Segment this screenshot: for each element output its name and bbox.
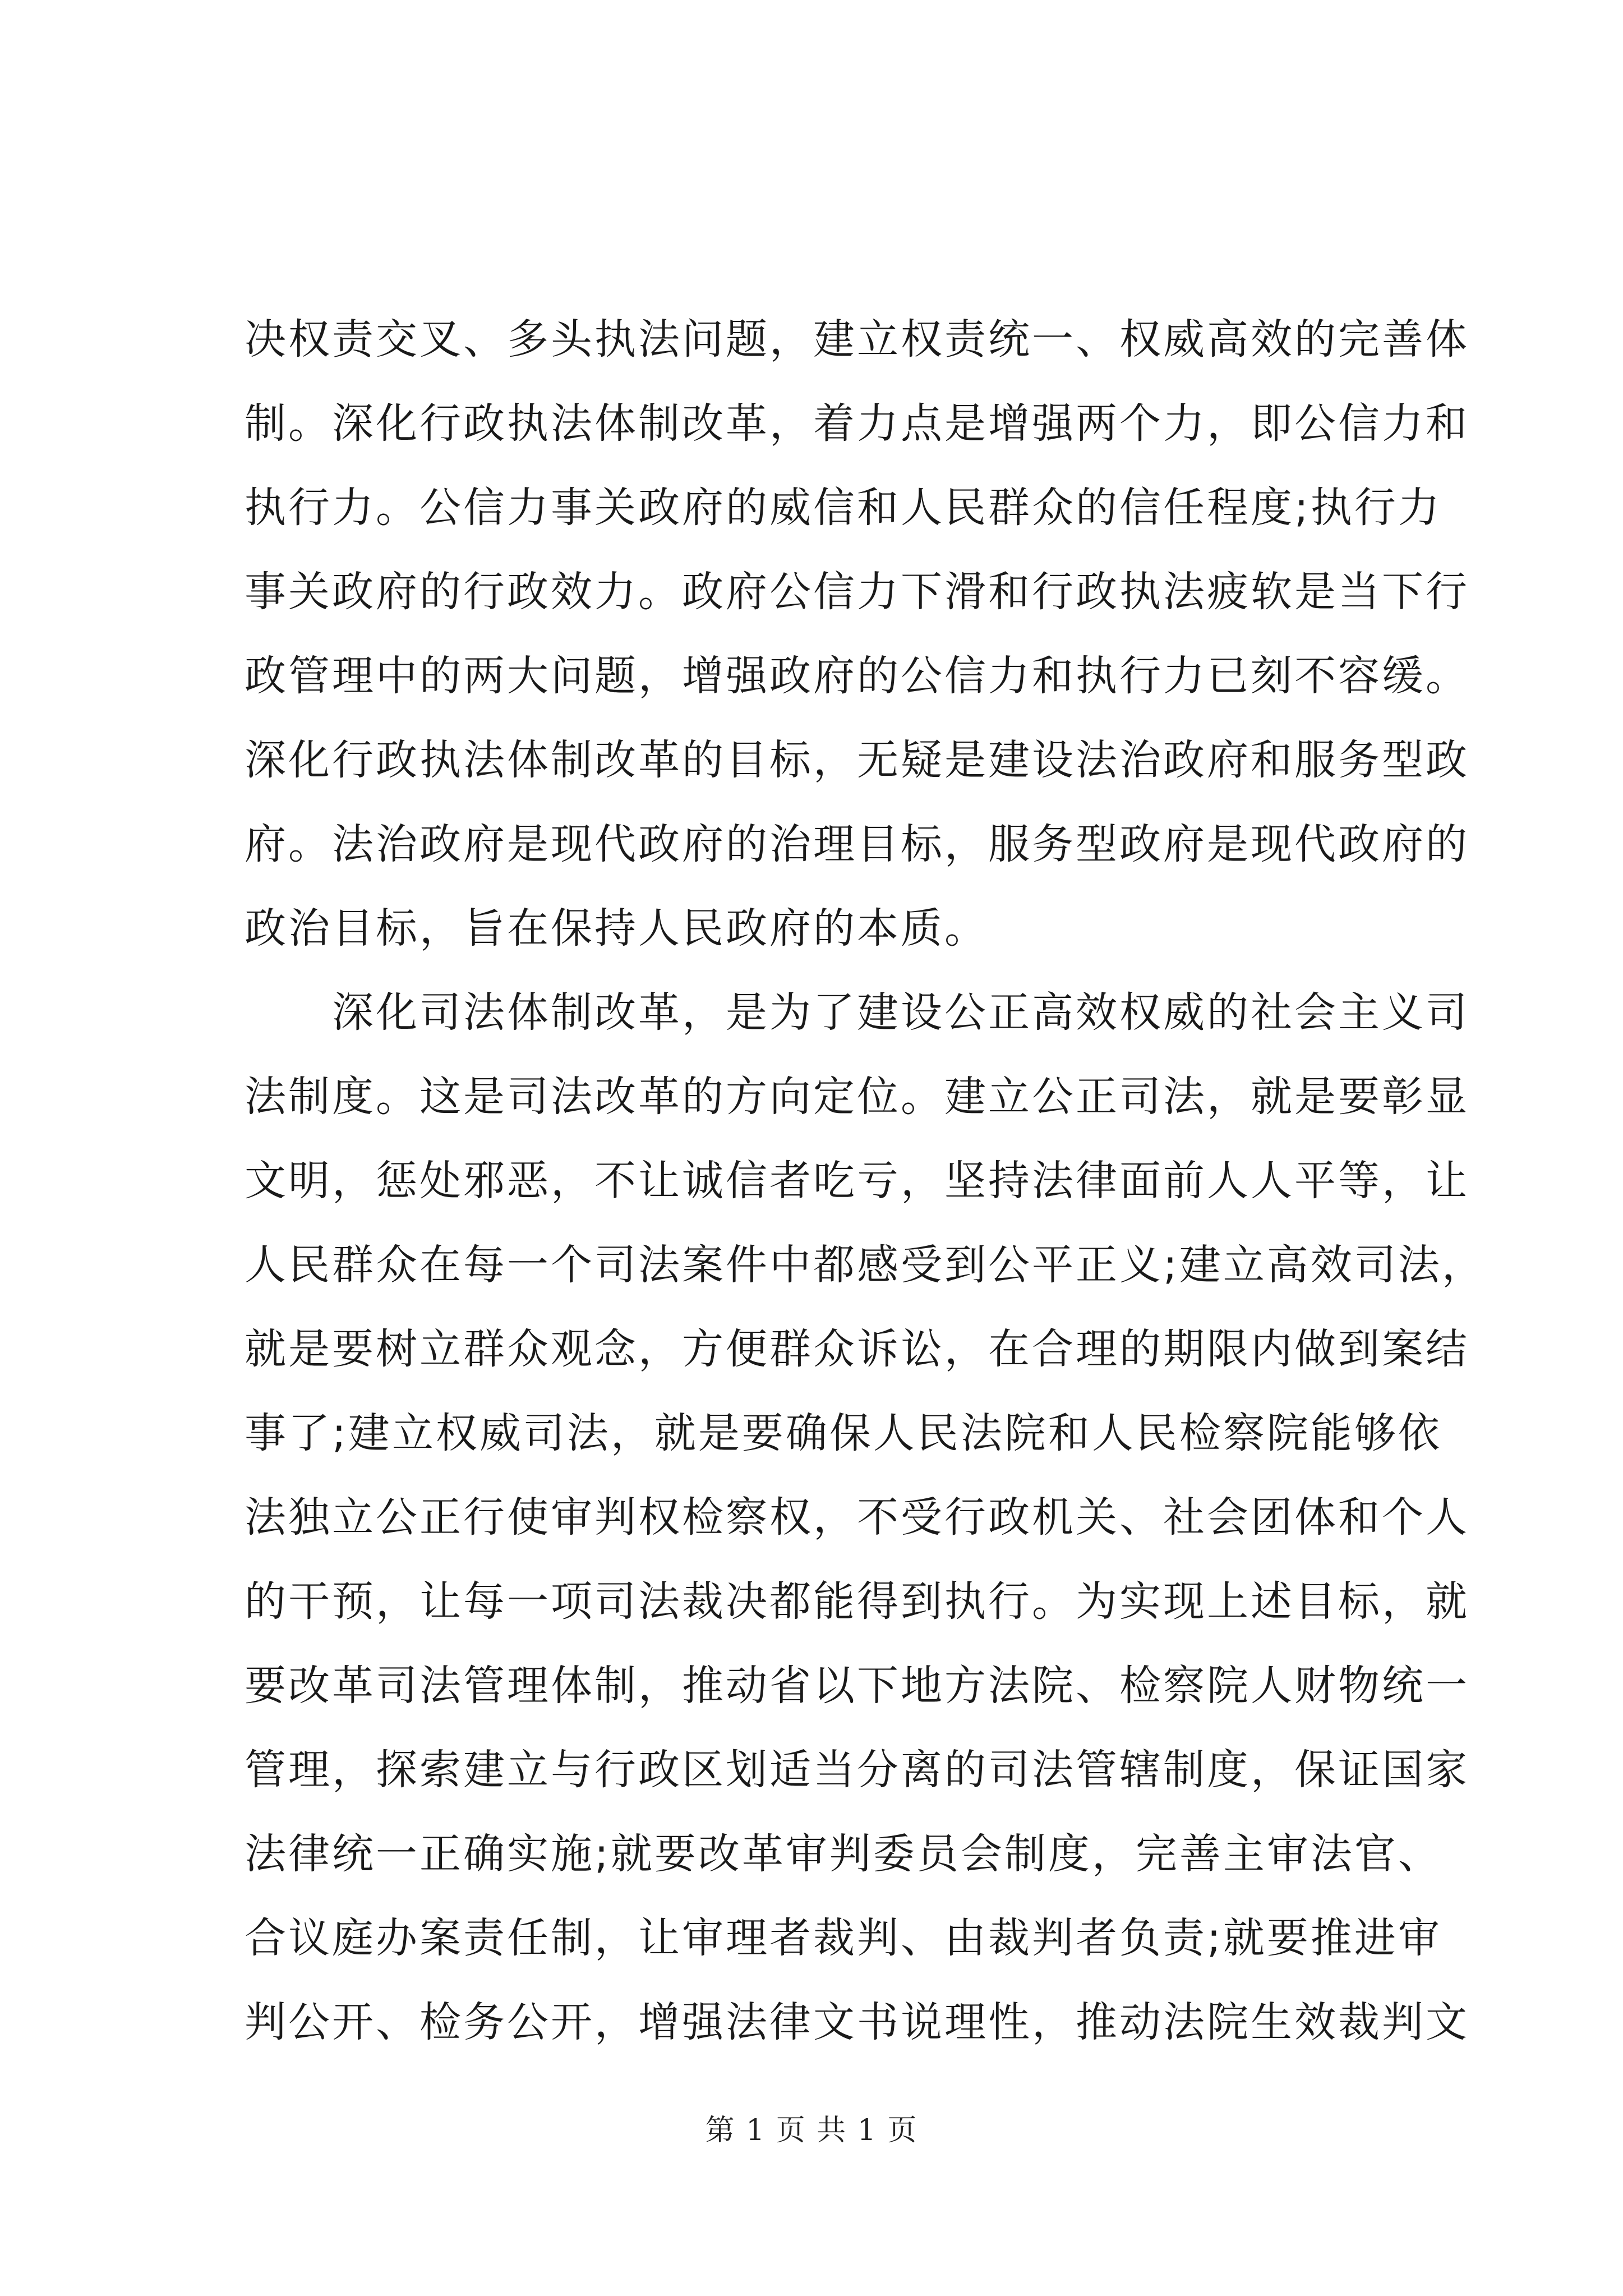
text-line: 人民群众在每一个司法案件中都感受到公平正义;建立高效司法，	[245, 1241, 1486, 1289]
text-line: 事了;建立权威司法，就是要确保人民法院和人民检察院能够依	[245, 1409, 1442, 1457]
page-footer	[0, 2106, 1623, 2148]
text-line: 政治目标，旨在保持人民政府的本质。	[245, 904, 988, 953]
text-line: 法律统一正确实施;就要改革审判委员会制度，完善主审法官、	[245, 1830, 1442, 1878]
text-line: 的干预，让每一项司法裁决都能得到执行。为实现上述目标，就	[245, 1577, 1469, 1626]
text-line: 判公开、检务公开，增强法律文书说理性，推动法院生效裁判文	[245, 1998, 1469, 2046]
paragraph-executive-enforcement-reform	[245, 297, 1469, 970]
text-line: 事关政府的行政效力。政府公信力下滑和行政执法疲软是当下行	[245, 568, 1469, 616]
text-line: 决权责交叉、多头执法问题，建立权责统一、权威高效的完善体	[245, 315, 1469, 364]
text-line: 要改革司法管理体制，推动省以下地方法院、检察院人财物统一	[245, 1662, 1469, 1710]
text-line: 就是要树立群众观念，方便群众诉讼，在合理的期限内做到案结	[245, 1325, 1469, 1373]
text-line: 文明，惩处邪恶，不让诚信者吃亏，坚持法律面前人人平等，让	[245, 1157, 1469, 1205]
text-line: 法制度。这是司法改革的方向定位。建立公正司法，就是要彰显	[245, 1073, 1469, 1121]
text-line: 深化司法体制改革，是为了建设公正高效权威的社会主义司	[332, 988, 1469, 1037]
text-line: 深化行政执法体制改革的目标，无疑是建设法治政府和服务型政	[245, 736, 1469, 784]
text-line: 制。深化行政执法体制改革，着力点是增强两个力，即公信力和	[245, 399, 1469, 448]
text-line: 管理，探索建立与行政区划适当分离的司法管辖制度，保证国家	[245, 1746, 1469, 1794]
text-line: 执行力。公信力事关政府的威信和人民群众的信任程度;执行力	[245, 484, 1442, 532]
document-body	[245, 297, 1486, 2064]
page-number-label: 第 1 页 共 1 页	[705, 2114, 918, 2147]
text-line: 府。法治政府是现代政府的治理目标，服务型政府是现代政府的	[245, 820, 1469, 868]
text-line: 政管理中的两大问题，增强政府的公信力和执行力已刻不容缓。	[245, 652, 1469, 700]
paragraph-judicial-reform	[245, 970, 1486, 2064]
text-line: 法独立公正行使审判权检察权，不受行政机关、社会团体和个人	[245, 1493, 1469, 1542]
text-line: 合议庭办案责任制，让审理者裁判、由裁判者负责;就要推进审	[245, 1914, 1442, 1962]
